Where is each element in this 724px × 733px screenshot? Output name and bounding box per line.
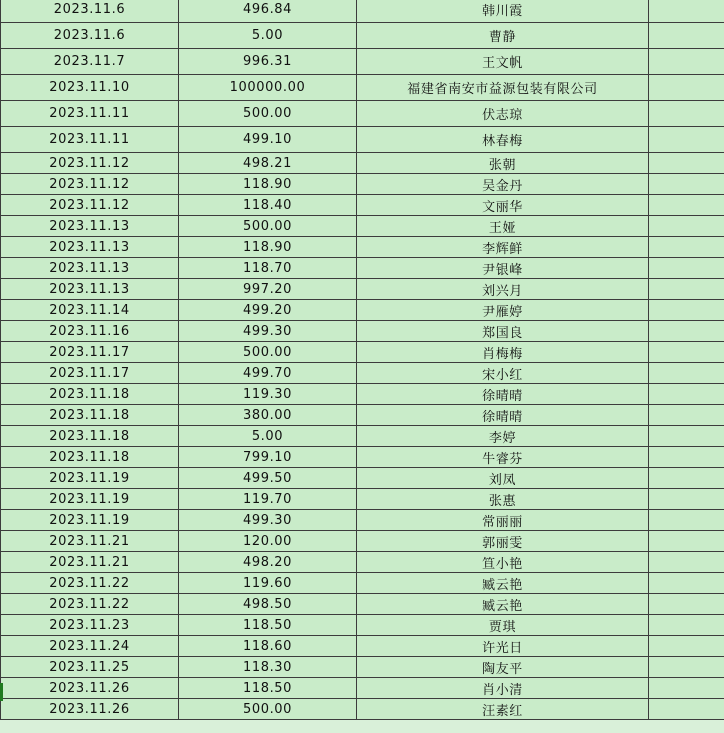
empty-cell[interactable] (649, 489, 724, 510)
amount-cell[interactable]: 500.00 (179, 216, 357, 237)
table-row (1, 279, 724, 300)
name-cell[interactable]: 陶友平 (357, 657, 649, 678)
name-cell[interactable]: 曹静 (357, 23, 649, 49)
date-cell[interactable]: 2023.11.19 (1, 489, 179, 510)
table-row (1, 153, 724, 174)
date-cell[interactable]: 2023.11.13 (1, 216, 179, 237)
table-row (1, 75, 724, 101)
amount-cell[interactable]: 499.10 (179, 127, 357, 153)
date-cell[interactable]: 2023.11.22 (1, 594, 179, 615)
amount-cell[interactable]: 499.30 (179, 510, 357, 531)
empty-cell[interactable] (649, 127, 724, 153)
empty-cell[interactable] (649, 657, 724, 678)
amount-cell[interactable]: 118.70 (179, 258, 357, 279)
table-row (1, 49, 724, 75)
empty-cell[interactable] (649, 363, 724, 384)
empty-cell[interactable] (649, 23, 724, 49)
empty-cell[interactable] (649, 531, 724, 552)
table-row (1, 0, 724, 23)
empty-cell[interactable] (649, 636, 724, 657)
name-cell[interactable]: 吴金丹 (357, 174, 649, 195)
table-row (1, 573, 724, 594)
name-cell[interactable]: 福建省南安市益源包装有限公司 (357, 75, 649, 101)
name-cell[interactable]: 牛睿芬 (357, 447, 649, 468)
empty-cell[interactable] (649, 174, 724, 195)
name-cell[interactable]: 贾琪 (357, 615, 649, 636)
amount-cell[interactable]: 498.50 (179, 594, 357, 615)
table-row (1, 127, 724, 153)
date-cell[interactable]: 2023.11.12 (1, 153, 179, 174)
date-cell[interactable]: 2023.11.6 (1, 0, 179, 23)
table-row (1, 405, 724, 426)
name-cell[interactable]: 林春梅 (357, 127, 649, 153)
empty-cell[interactable] (649, 510, 724, 531)
empty-cell[interactable] (649, 447, 724, 468)
empty-cell[interactable] (649, 279, 724, 300)
name-cell[interactable]: 臧云艳 (357, 594, 649, 615)
name-cell[interactable]: 张朝 (357, 153, 649, 174)
date-cell[interactable]: 2023.11.18 (1, 405, 179, 426)
date-cell[interactable]: 2023.11.18 (1, 384, 179, 405)
amount-cell[interactable]: 119.60 (179, 573, 357, 594)
name-cell[interactable]: 张惠 (357, 489, 649, 510)
empty-cell[interactable] (649, 321, 724, 342)
table-row (1, 237, 724, 258)
date-cell[interactable]: 2023.11.18 (1, 447, 179, 468)
name-cell[interactable]: 李辉鲜 (357, 237, 649, 258)
table-row (1, 195, 724, 216)
date-cell[interactable]: 2023.11.23 (1, 615, 179, 636)
amount-cell[interactable]: 498.20 (179, 552, 357, 573)
amount-cell[interactable]: 120.00 (179, 531, 357, 552)
amount-cell[interactable]: 499.20 (179, 300, 357, 321)
table-row (1, 447, 724, 468)
empty-cell[interactable] (649, 426, 724, 447)
name-cell[interactable]: 常丽丽 (357, 510, 649, 531)
table-row (1, 300, 724, 321)
date-cell[interactable]: 2023.11.18 (1, 426, 179, 447)
table-row (1, 23, 724, 49)
table-row (1, 101, 724, 127)
table-row (1, 510, 724, 531)
name-cell[interactable]: 李婷 (357, 426, 649, 447)
table-row (1, 636, 724, 657)
table-row (1, 216, 724, 237)
table-row (1, 384, 724, 405)
empty-cell[interactable] (649, 678, 724, 699)
amount-cell[interactable]: 118.90 (179, 174, 357, 195)
table-body (1, 0, 724, 720)
amount-cell[interactable]: 500.00 (179, 342, 357, 363)
amount-cell[interactable]: 799.10 (179, 447, 357, 468)
date-cell[interactable]: 2023.11.26 (1, 699, 179, 720)
empty-cell[interactable] (649, 153, 724, 174)
name-cell[interactable]: 王娅 (357, 216, 649, 237)
amount-cell[interactable]: 499.30 (179, 321, 357, 342)
date-cell[interactable]: 2023.11.13 (1, 258, 179, 279)
date-cell[interactable]: 2023.11.22 (1, 573, 179, 594)
name-cell[interactable]: 汪素红 (357, 699, 649, 720)
date-cell[interactable]: 2023.11.25 (1, 657, 179, 678)
table-row (1, 699, 724, 720)
empty-cell[interactable] (649, 216, 724, 237)
empty-cell[interactable] (649, 49, 724, 75)
amount-cell[interactable]: 118.90 (179, 237, 357, 258)
name-cell[interactable]: 徐晴晴 (357, 384, 649, 405)
amount-cell[interactable]: 996.31 (179, 49, 357, 75)
date-cell[interactable]: 2023.11.12 (1, 195, 179, 216)
date-cell[interactable]: 2023.11.13 (1, 279, 179, 300)
name-cell[interactable]: 徐晴晴 (357, 405, 649, 426)
name-cell[interactable]: 臧云艳 (357, 573, 649, 594)
table-row (1, 594, 724, 615)
amount-cell[interactable]: 118.30 (179, 657, 357, 678)
date-cell[interactable]: 2023.11.19 (1, 510, 179, 531)
empty-cell[interactable] (649, 0, 724, 23)
table-row (1, 321, 724, 342)
date-cell[interactable]: 2023.11.12 (1, 174, 179, 195)
amount-cell[interactable]: 380.00 (179, 405, 357, 426)
table-row (1, 531, 724, 552)
table-row (1, 489, 724, 510)
empty-cell[interactable] (649, 699, 724, 720)
empty-cell[interactable] (649, 573, 724, 594)
date-cell[interactable]: 2023.11.11 (1, 101, 179, 127)
date-cell[interactable]: 2023.11.24 (1, 636, 179, 657)
table-row (1, 342, 724, 363)
date-cell[interactable]: 2023.11.14 (1, 300, 179, 321)
date-cell[interactable]: 2023.11.6 (1, 23, 179, 49)
table-row (1, 174, 724, 195)
date-cell[interactable]: 2023.11.17 (1, 342, 179, 363)
empty-cell[interactable] (649, 342, 724, 363)
date-cell[interactable]: 2023.11.11 (1, 127, 179, 153)
amount-cell[interactable]: 5.00 (179, 23, 357, 49)
name-cell[interactable]: 伏志琼 (357, 101, 649, 127)
amount-cell[interactable]: 118.40 (179, 195, 357, 216)
table-row (1, 426, 724, 447)
empty-cell[interactable] (649, 258, 724, 279)
amount-cell[interactable]: 118.50 (179, 615, 357, 636)
name-cell[interactable]: 笪小艳 (357, 552, 649, 573)
amount-cell[interactable]: 118.50 (179, 678, 357, 699)
empty-cell[interactable] (649, 468, 724, 489)
table-row (1, 552, 724, 573)
amount-cell[interactable]: 5.00 (179, 426, 357, 447)
date-cell[interactable]: 2023.11.19 (1, 468, 179, 489)
empty-cell[interactable] (649, 405, 724, 426)
amount-cell[interactable]: 500.00 (179, 101, 357, 127)
amount-cell[interactable]: 499.50 (179, 468, 357, 489)
empty-cell[interactable] (649, 552, 724, 573)
empty-cell[interactable] (649, 75, 724, 101)
table-row (1, 258, 724, 279)
date-cell[interactable]: 2023.11.13 (1, 237, 179, 258)
empty-cell[interactable] (649, 615, 724, 636)
table-row (1, 678, 724, 699)
name-cell[interactable]: 尹银峰 (357, 258, 649, 279)
name-cell[interactable]: 尹雁婷 (357, 300, 649, 321)
name-cell[interactable]: 刘兴月 (357, 279, 649, 300)
amount-cell[interactable]: 499.70 (179, 363, 357, 384)
date-cell[interactable]: 2023.11.7 (1, 49, 179, 75)
amount-cell[interactable]: 100000.00 (179, 75, 357, 101)
empty-cell[interactable] (649, 594, 724, 615)
amount-cell[interactable]: 119.70 (179, 489, 357, 510)
date-cell[interactable]: 2023.11.10 (1, 75, 179, 101)
table-row (1, 657, 724, 678)
name-cell[interactable]: 肖小清 (357, 678, 649, 699)
date-cell[interactable]: 2023.11.21 (1, 552, 179, 573)
empty-cell[interactable] (649, 195, 724, 216)
table-row (1, 615, 724, 636)
amount-cell[interactable]: 496.84 (179, 0, 357, 23)
row-selection-marker (0, 683, 3, 701)
date-cell[interactable]: 2023.11.26 (1, 678, 179, 699)
amount-cell[interactable]: 498.21 (179, 153, 357, 174)
empty-cell[interactable] (649, 300, 724, 321)
amount-cell[interactable]: 500.00 (179, 699, 357, 720)
date-cell[interactable]: 2023.11.16 (1, 321, 179, 342)
amount-cell[interactable]: 118.60 (179, 636, 357, 657)
name-cell[interactable]: 郭丽雯 (357, 531, 649, 552)
name-cell[interactable]: 韩川霞 (357, 0, 649, 23)
name-cell[interactable]: 王文帆 (357, 49, 649, 75)
amount-cell[interactable]: 119.30 (179, 384, 357, 405)
name-cell[interactable]: 宋小红 (357, 363, 649, 384)
empty-cell[interactable] (649, 101, 724, 127)
date-cell[interactable]: 2023.11.17 (1, 363, 179, 384)
date-cell[interactable]: 2023.11.21 (1, 531, 179, 552)
name-cell[interactable]: 刘凤 (357, 468, 649, 489)
name-cell[interactable]: 郑国良 (357, 321, 649, 342)
name-cell[interactable]: 文丽华 (357, 195, 649, 216)
amount-cell[interactable]: 997.20 (179, 279, 357, 300)
name-cell[interactable]: 肖梅梅 (357, 342, 649, 363)
table-row (1, 468, 724, 489)
name-cell[interactable]: 许光日 (357, 636, 649, 657)
empty-cell[interactable] (649, 384, 724, 405)
table-row (1, 363, 724, 384)
empty-cell[interactable] (649, 237, 724, 258)
